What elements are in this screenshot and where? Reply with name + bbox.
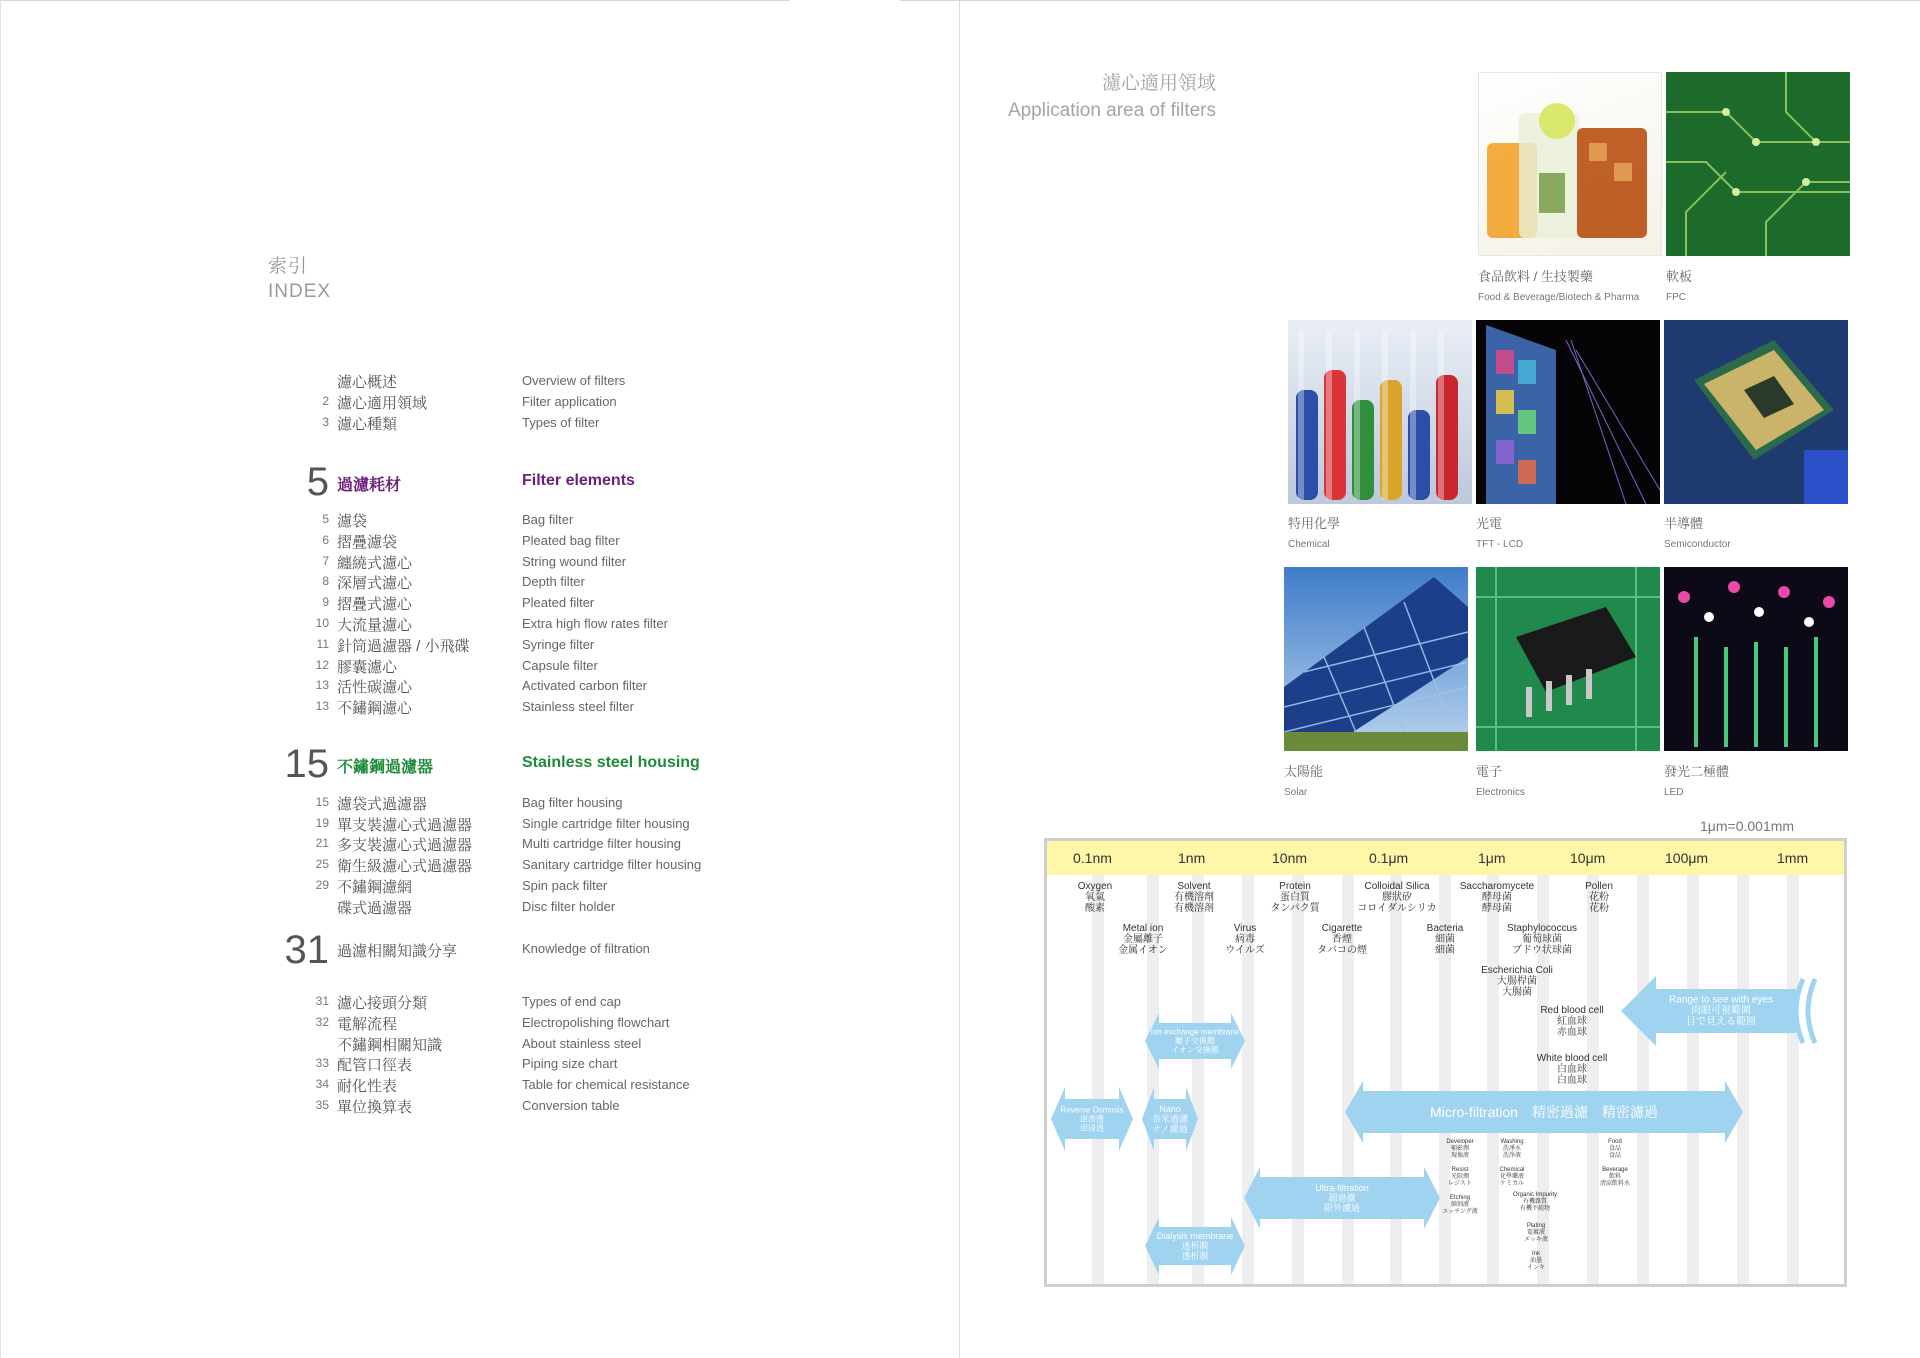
application-line: 蝕刻液 <box>1450 1202 1469 1208</box>
page-number: 10 <box>315 616 329 630</box>
application-line: インキ <box>1526 1265 1545 1271</box>
item-label-en: String wound filter <box>522 554 627 569</box>
particle-line: 酵母菌 <box>1482 903 1512 914</box>
item-label-zh: 電解流程 <box>337 1016 398 1033</box>
dialysis-membrane-arrow <box>1145 1217 1245 1275</box>
particle-line: 紅血球 <box>1557 1016 1587 1027</box>
application-line: エッチング液 <box>1442 1209 1478 1215</box>
particle-line: Protein <box>1279 881 1311 892</box>
index-title <box>268 254 331 304</box>
arrow-label: イオン交換膜 <box>1171 1045 1219 1055</box>
application-title-en: Application area of filters <box>1007 100 1216 121</box>
circuit-board-icon <box>1666 72 1850 256</box>
eye-range-arrow <box>1621 971 1821 1051</box>
particle-label <box>1497 923 1587 956</box>
page-number: 19 <box>315 816 329 830</box>
particle-line: 赤血球 <box>1557 1027 1587 1038</box>
item-label-zh: 衛生級濾心式過濾器 <box>337 858 473 875</box>
application-line: 洗淨水 <box>1502 1146 1521 1152</box>
item-label-zh: 摺疊濾袋 <box>337 534 398 551</box>
item-label-en: Piping size chart <box>522 1056 618 1071</box>
index-title-zh: 索引 <box>268 256 309 277</box>
item-label-en: Conversion table <box>522 1098 620 1113</box>
caption-zh: 軟板 <box>1666 269 1693 284</box>
particle-line: タンパク質 <box>1270 903 1320 914</box>
particle-line: Solvent <box>1177 881 1211 892</box>
caption-food-beverage <box>1478 266 1639 303</box>
item-label-en: Types of filter <box>522 415 600 430</box>
caption-electronics <box>1476 761 1525 798</box>
solar-panels-icon <box>1284 567 1468 751</box>
ic-chip-icon <box>1476 567 1660 751</box>
application-line: Beverage <box>1602 1167 1628 1173</box>
grid-line <box>1092 875 1104 1287</box>
application-line: 清涼飲料水 <box>1599 1181 1630 1187</box>
caption-tft-lcd <box>1476 513 1523 550</box>
top-rule <box>900 0 1920 1</box>
item-label-zh: 不鏽鋼相關知識 <box>337 1037 443 1054</box>
item-label-zh: 纏繞式濾心 <box>337 555 413 572</box>
page-number: 31 <box>315 994 329 1008</box>
particle-line: 酸素 <box>1085 903 1105 914</box>
page-number: 21 <box>315 836 329 850</box>
item-label-en: Disc filter holder <box>522 899 616 914</box>
page-number: 9 <box>322 595 329 609</box>
ion-exchange-arrow <box>1145 1013 1245 1069</box>
page-number: 32 <box>315 1015 329 1029</box>
particle-line: Pollen <box>1585 881 1613 892</box>
caption-zh: 光電 <box>1476 516 1503 531</box>
caption-zh: 特用化學 <box>1288 516 1341 531</box>
caption-en: TFT - LCD <box>1476 539 1524 550</box>
section-number: 5 <box>306 460 329 504</box>
application-label <box>1505 1192 1565 1213</box>
caption-en: Food & Beverage/Biotech & Pharma <box>1478 292 1640 303</box>
application-title <box>1000 70 1216 124</box>
scale-label: 0.1μm <box>1369 850 1409 866</box>
particle-line: 花粉 <box>1589 892 1609 903</box>
arrow-label: Reverse Osmosis <box>1060 1105 1124 1115</box>
application-line: Developer <box>1446 1139 1474 1145</box>
caption-zh: 太陽能 <box>1284 764 1324 779</box>
page-number: 6 <box>322 533 329 547</box>
page-number: 8 <box>322 574 329 588</box>
arrow-label: Range to see with eyes <box>1669 994 1773 1006</box>
section-title-zh: 不鏽鋼過濾器 <box>337 759 434 776</box>
item-label-en: Depth filter <box>522 574 585 589</box>
particle-line: Virus <box>1233 923 1257 934</box>
particle-line: 氧氣 <box>1085 892 1105 903</box>
item-label-zh: 配管口徑表 <box>337 1057 413 1074</box>
application-line: Chemical <box>1499 1167 1525 1173</box>
test-tubes-icon <box>1288 320 1472 504</box>
arrow-label: 逆浸透 <box>1080 1123 1104 1133</box>
item-label-en: About stainless steel <box>522 1036 642 1051</box>
page-number: 3 <box>322 415 329 429</box>
caption-en: Electronics <box>1476 787 1525 798</box>
item-label-zh: 單支裝濾心式過濾器 <box>337 817 473 834</box>
application-line: Plating <box>1526 1223 1546 1229</box>
caption-en: FPC <box>1666 292 1686 303</box>
nano-filtration-arrow <box>1142 1087 1198 1151</box>
item-label-en: Extra high flow rates filter <box>522 616 668 631</box>
page-number: 29 <box>315 878 329 892</box>
application-label <box>1582 1167 1648 1188</box>
particle-line: 香煙 <box>1332 934 1352 945</box>
particle-line: Oxygen <box>1077 881 1113 892</box>
particle-label <box>1113 923 1173 956</box>
filtration-spectrum-chart <box>1044 838 1847 1287</box>
item-label-zh: 不鏽鋼濾網 <box>337 879 413 896</box>
particle-line: 金属イオン <box>1118 945 1168 956</box>
caption-en: Semiconductor <box>1664 539 1731 550</box>
particle-line: Metal ion <box>1122 923 1164 934</box>
particle-line: 細菌 <box>1435 945 1455 956</box>
item-label-en: Pleated bag filter <box>522 533 620 548</box>
application-label <box>1513 1223 1559 1244</box>
arrow-label: 限外濾過 <box>1323 1203 1360 1213</box>
item-label-zh: 濾心接頭分類 <box>337 995 428 1012</box>
page-number: 35 <box>315 1098 329 1112</box>
arrow-label: ナノ濾過 <box>1152 1124 1188 1134</box>
item-label-en: Single cartridge filter housing <box>522 816 690 831</box>
item-label-en: Pleated filter <box>522 595 595 610</box>
item-label-en: Activated carbon filter <box>522 678 648 693</box>
application-line: Ink <box>1531 1251 1540 1257</box>
particle-label <box>1302 923 1382 956</box>
page-number: 13 <box>315 699 329 713</box>
arrow-label: 目で見える範囲 <box>1686 1016 1756 1028</box>
page-number: 34 <box>315 1077 329 1091</box>
page-number: 7 <box>322 554 329 568</box>
application-line: 食品 <box>1608 1146 1621 1152</box>
item-label-zh: 摺疊式濾心 <box>337 596 413 613</box>
arrow-label: 透析膜 <box>1181 1241 1209 1251</box>
application-line: メッキ液 <box>1523 1237 1548 1243</box>
arrow-label: 超過濾 <box>1328 1193 1356 1203</box>
particle-line: Escherichia Coli <box>1481 965 1553 976</box>
application-line: 光阻劑 <box>1450 1174 1469 1180</box>
scale-label: 10nm <box>1272 850 1308 866</box>
section-title-en: Stainless steel housing <box>522 754 700 771</box>
caption-solar <box>1284 761 1323 798</box>
application-label <box>1592 1139 1638 1160</box>
application-label <box>1437 1167 1483 1188</box>
item-label-zh: 濾心種類 <box>337 416 398 433</box>
application-line: 飲料 <box>1608 1174 1621 1180</box>
section-title-zh: 過濾耗材 <box>337 477 402 494</box>
particle-label <box>1452 881 1542 914</box>
item-label-zh: 濾袋 <box>337 513 368 530</box>
page-number: 25 <box>315 857 329 871</box>
particle-label <box>1065 881 1125 914</box>
particle-line: 病毒 <box>1235 934 1255 945</box>
item-label-zh: 耐化性表 <box>337 1078 398 1095</box>
application-line: 有機不純物 <box>1519 1206 1550 1212</box>
particle-line: Bacteria <box>1426 923 1464 934</box>
arrow-label: Nano <box>1159 1104 1181 1114</box>
caption-fpc <box>1666 266 1692 303</box>
caption-en: Solar <box>1284 787 1308 798</box>
item-label-zh: 不鏽鋼濾心 <box>337 700 413 717</box>
particle-line: Saccharomycete <box>1459 881 1535 892</box>
led-lights-icon <box>1664 567 1848 751</box>
item-label-zh: 多支裝濾心式過濾器 <box>337 837 473 854</box>
application-line: ケミカル <box>1499 1181 1524 1187</box>
item-label-zh: 濾心適用領域 <box>337 395 428 412</box>
section-number: 31 <box>284 928 329 972</box>
caption-zh: 發光二極體 <box>1664 764 1730 779</box>
particle-line: White blood cell <box>1536 1053 1608 1064</box>
item-label-zh: 碟式過濾器 <box>337 900 413 917</box>
item-label-en: Sanitary cartridge filter housing <box>522 857 702 872</box>
particle-line: 有機溶剤 <box>1174 903 1214 914</box>
particle-label <box>1164 881 1224 914</box>
item-label-zh: 膠囊濾心 <box>337 659 398 676</box>
particle-line: 大腸菌 <box>1502 987 1532 998</box>
application-line: Washing <box>1500 1139 1524 1145</box>
particle-line: 金屬離子 <box>1123 934 1163 945</box>
item-label-en: Table for chemical resistance <box>522 1077 690 1092</box>
particle-line: 蛋白質 <box>1280 892 1310 903</box>
particle-line: タバコの煙 <box>1317 945 1367 956</box>
particle-line: Cigarette <box>1321 923 1363 934</box>
item-label-zh: 單位換算表 <box>337 1099 413 1116</box>
arrow-label: Micro-filtration 精密過濾 精密濾過 <box>1430 1104 1658 1120</box>
application-line: 化學藥液 <box>1499 1174 1524 1180</box>
application-line: 食品 <box>1608 1153 1621 1159</box>
application-line: 油墨 <box>1529 1258 1542 1264</box>
application-line: Resist <box>1451 1167 1469 1173</box>
caption-chemical <box>1288 513 1340 550</box>
page-number: 13 <box>315 678 329 692</box>
item-label-en: Stainless steel filter <box>522 699 634 714</box>
particle-line: 膠狀矽 <box>1382 892 1412 903</box>
caption-zh: 半導體 <box>1664 516 1704 531</box>
arrow-label: 奈米過濾 <box>1151 1114 1188 1124</box>
scale-label: 0.1nm <box>1073 850 1112 866</box>
particle-line: ウイルズ <box>1225 945 1265 956</box>
particle-label <box>1265 881 1325 914</box>
item-label-en: Syringe filter <box>522 637 595 652</box>
section-title-en: Filter elements <box>522 472 635 489</box>
application-line: 顯影劑 <box>1450 1146 1469 1152</box>
caption-en: Chemical <box>1288 539 1330 550</box>
item-label-zh: 大流量濾心 <box>337 617 413 634</box>
caption-en: LED <box>1664 787 1684 798</box>
application-label <box>1437 1139 1483 1160</box>
application-line: Food <box>1608 1139 1622 1145</box>
scale-band <box>1047 841 1844 875</box>
particle-label <box>1574 881 1624 914</box>
beverage-glasses-icon <box>1478 72 1662 256</box>
application-line: 電鍍液 <box>1526 1230 1545 1236</box>
application-title-zh: 濾心適用領域 <box>1101 73 1216 94</box>
item-label-zh: 濾袋式過濾器 <box>337 796 428 813</box>
caption-led <box>1664 761 1729 798</box>
page-number: 2 <box>322 394 329 408</box>
cpu-chip-icon <box>1664 320 1848 504</box>
application-line: Organic Impurity <box>1512 1192 1557 1198</box>
application-line: 現像液 <box>1450 1153 1469 1159</box>
application-line: 有機雜質 <box>1522 1199 1547 1205</box>
reverse-osmosis-arrow <box>1051 1087 1133 1151</box>
item-label-zh: 深層式濾心 <box>337 575 413 592</box>
top-rule <box>0 0 790 1</box>
item-label-en: Filter application <box>522 394 617 409</box>
scale-label: 1mm <box>1777 850 1809 866</box>
particle-line: 細菌 <box>1435 934 1455 945</box>
page-edge <box>0 0 1 1358</box>
particle-line: コロイダルシリカ <box>1357 903 1437 914</box>
particle-line: Red blood cell <box>1540 1005 1604 1016</box>
arrow-label: Ultra-filtration <box>1315 1183 1369 1193</box>
application-line: Etching <box>1449 1195 1470 1201</box>
item-label-en: Bag filter <box>522 512 574 527</box>
item-label-en: Electropolishing flowchart <box>522 1015 670 1030</box>
particle-line: Colloidal Silica <box>1364 881 1430 892</box>
item-label-en: Multi cartridge filter housing <box>522 836 681 851</box>
section-title-en: Knowledge of filtration <box>522 941 650 956</box>
section-title-zh: 過濾相關知識分享 <box>337 943 458 960</box>
particle-label <box>1352 881 1442 914</box>
particle-line: 有機溶劑 <box>1174 892 1214 903</box>
page-number: 11 <box>316 637 329 651</box>
ultra-filtration-arrow <box>1244 1167 1440 1229</box>
arrow-label: 離子交換膜 <box>1175 1036 1215 1046</box>
caption-semiconductor <box>1664 513 1731 550</box>
particle-line: ブドウ状球菌 <box>1512 945 1572 956</box>
particle-line: 白血球 <box>1557 1075 1587 1086</box>
application-label <box>1489 1139 1535 1160</box>
caption-zh: 電子 <box>1476 764 1503 779</box>
application-label <box>1437 1195 1483 1216</box>
scale-label: 1nm <box>1178 850 1206 866</box>
application-line: レジスト <box>1448 1181 1472 1187</box>
item-label-en: Bag filter housing <box>522 795 623 810</box>
particle-line: 花粉 <box>1589 903 1609 914</box>
arrow-label: 透析膜 <box>1181 1251 1209 1261</box>
particle-line: 酵母菌 <box>1482 892 1512 903</box>
particle-line: 葡萄球菌 <box>1522 934 1562 945</box>
page-spine <box>959 0 960 1358</box>
item-label-en: Spin pack filter <box>522 878 608 893</box>
item-label-zh: 活性碳濾心 <box>337 679 413 696</box>
micro-filtration-arrow <box>1345 1081 1743 1143</box>
item-label-zh: 針筒過濾器 / 小飛碟 <box>337 638 470 655</box>
arrow-label: Dialysis membrane <box>1156 1231 1234 1241</box>
application-label <box>1513 1251 1559 1272</box>
page-number: 33 <box>315 1056 329 1070</box>
arrow-label: Ion exchange membrane <box>1150 1027 1240 1037</box>
scale-label: 1μm <box>1478 850 1506 866</box>
section-number: 15 <box>284 742 329 786</box>
item-label-zh: 濾心概述 <box>337 374 398 391</box>
application-line: 洗浄液 <box>1502 1153 1521 1159</box>
particle-line: 白血球 <box>1557 1064 1587 1075</box>
scale-label: 100μm <box>1665 850 1709 866</box>
particle-label <box>1527 1005 1617 1038</box>
unit-note: 1μm=0.001mm <box>1700 818 1795 834</box>
particle-line: 大腸桿菌 <box>1497 976 1537 987</box>
particle-label <box>1215 923 1275 956</box>
arrow-label: 肉眼可視範圍 <box>1691 1005 1751 1017</box>
arrow-label: 逆滲透 <box>1080 1114 1104 1124</box>
item-label-en: Capsule filter <box>522 658 598 673</box>
application-label <box>1489 1167 1535 1188</box>
index-title-en: INDEX <box>268 281 332 302</box>
particle-label <box>1415 923 1475 956</box>
page-number: 12 <box>315 658 329 672</box>
particle-label <box>1467 965 1567 998</box>
particle-line: Staphylococcus <box>1506 923 1578 934</box>
item-label-en: Types of end cap <box>522 994 622 1009</box>
page-number: 5 <box>322 512 329 526</box>
lcd-panel-icon <box>1476 320 1660 504</box>
caption-zh: 食品飲料 / 生技製藥 <box>1478 269 1593 284</box>
page-number: 15 <box>315 795 329 809</box>
item-label-en: Overview of filters <box>522 373 626 388</box>
scale-label: 10μm <box>1570 850 1606 866</box>
grid-line <box>1787 875 1799 1287</box>
